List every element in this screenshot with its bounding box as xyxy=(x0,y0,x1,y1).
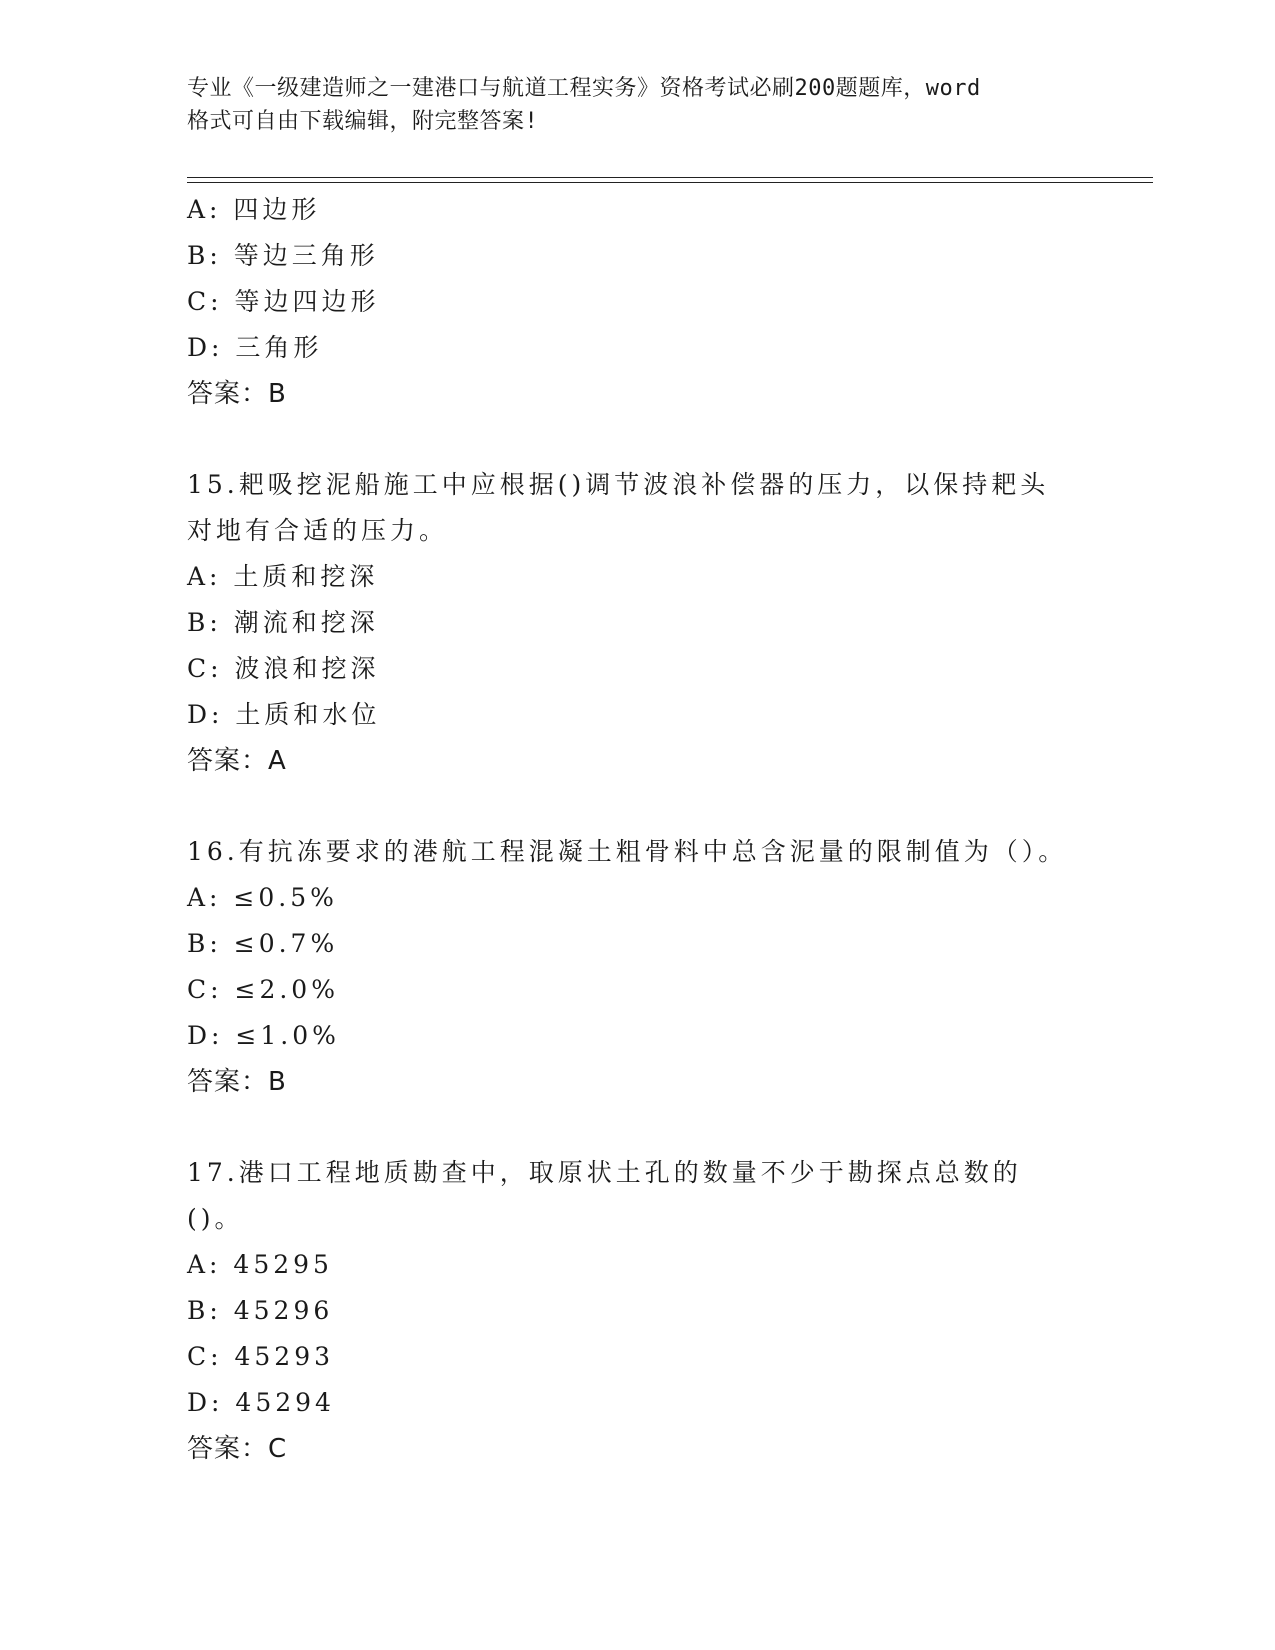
option-d: D: 45294 xyxy=(187,1388,335,1417)
question-list xyxy=(187,187,1087,1472)
question-stem: 15.耙吸挖泥船施工中应根据()调节波浪补偿器的压力，以保持耙头对地有合适的压力。 xyxy=(187,470,1050,545)
option-a: A: 土质和挖深 xyxy=(187,562,379,591)
question-stem: 16.有抗冻要求的港航工程混凝土粗骨料中总含泥量的限制值为（）。 xyxy=(187,837,1068,866)
option-c: C: 等边四边形 xyxy=(187,287,380,316)
option-b: B: 等边三角形 xyxy=(187,241,379,270)
question-15 xyxy=(187,462,1087,784)
question-spacer xyxy=(187,417,1087,462)
option-a: A: 四边形 xyxy=(187,195,321,224)
option-a: A: 45295 xyxy=(187,1250,333,1279)
option-c: C: 45293 xyxy=(187,1342,335,1371)
option-b: B: 45296 xyxy=(187,1296,334,1325)
question-14 xyxy=(187,187,1087,417)
option-d: D: ≤1.0% xyxy=(187,1021,340,1050)
header-divider-top xyxy=(187,177,1153,178)
document-header xyxy=(187,72,1087,138)
option-a: A: ≤0.5% xyxy=(187,883,338,912)
option-d: D: 三角形 xyxy=(187,333,323,362)
option-b: B: ≤0.7% xyxy=(187,929,339,958)
question-17 xyxy=(187,1150,1087,1472)
question-stem: 17.港口工程地质勘查中，取原状土孔的数量不少于勘探点总数的()。 xyxy=(187,1158,1022,1233)
answer: 答案：B xyxy=(187,379,287,409)
option-c: C: 波浪和挖深 xyxy=(187,654,380,683)
option-b: B: 潮流和挖深 xyxy=(187,608,379,637)
question-16 xyxy=(187,829,1087,1105)
answer: 答案：A xyxy=(187,746,287,776)
header-line-2: 格式可自由下载编辑，附完整答案! xyxy=(187,109,539,134)
question-spacer xyxy=(187,1105,1087,1150)
header-line-1: 专业《一级建造师之一建港口与航道工程实务》资格考试必刷200题题库，word xyxy=(187,76,981,101)
header-divider-bottom xyxy=(187,182,1153,183)
option-d: D: 土质和水位 xyxy=(187,700,381,729)
answer: 答案：B xyxy=(187,1067,287,1097)
answer: 答案：C xyxy=(187,1434,288,1464)
option-c: C: ≤2.0% xyxy=(187,975,339,1004)
question-spacer xyxy=(187,784,1087,829)
